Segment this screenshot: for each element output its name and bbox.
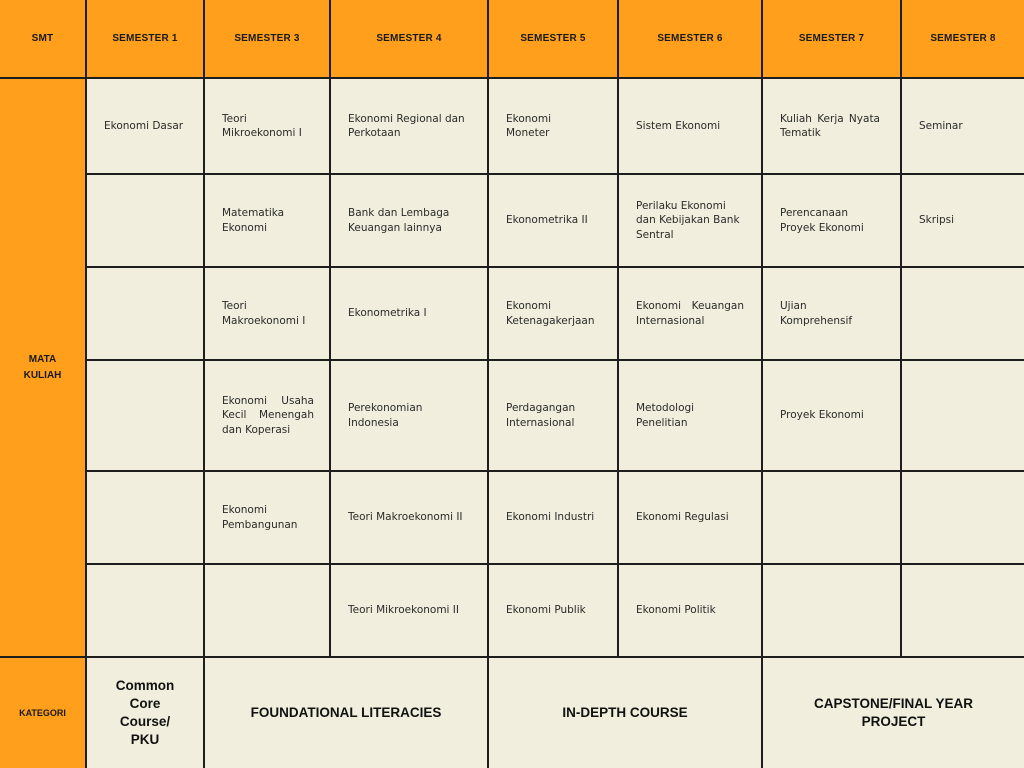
- course-name: Matematika Ekonomi: [222, 207, 285, 234]
- semester-header-label: SEMESTER 6: [657, 33, 723, 44]
- course-name: Ekonometrika II: [506, 214, 588, 227]
- course-name: Bank dan Lembaga Keuangan lainnya: [348, 207, 450, 234]
- course-name: Perencanaan Proyek Ekonomi: [780, 207, 864, 234]
- category-name: CAPSTONE/FINAL YEAR PROJECT: [813, 696, 974, 729]
- course-cell: [763, 79, 900, 173]
- mata-kuliah-label: MATA KULIAH: [23, 353, 62, 381]
- category-name: FOUNDATIONAL LITERACIES: [250, 705, 442, 720]
- course-cell: [489, 565, 617, 656]
- category-in-depth-course: [489, 658, 761, 768]
- course-name: Ekonomi Pembangunan: [222, 504, 298, 531]
- course-name: Ekonomi Regulasi: [636, 511, 729, 524]
- course-cell: [619, 565, 761, 656]
- course-cell: [331, 268, 487, 359]
- smt-header: [0, 0, 85, 77]
- semester-header-label: SEMESTER 7: [798, 33, 865, 44]
- course-name: Sistem Ekonomi: [636, 119, 721, 132]
- course-cell: [902, 268, 1024, 359]
- course-cell: [763, 472, 900, 563]
- course-cell: [87, 79, 203, 173]
- course-cell: [331, 361, 487, 470]
- course-name: Ekonometrika I: [348, 307, 427, 320]
- category-common-core: [87, 658, 203, 768]
- course-cell: [619, 361, 761, 470]
- semester-4-header: [331, 0, 487, 77]
- course-name: Perilaku Ekonomi dan Kebijakan Bank Sentral: [636, 199, 740, 241]
- semester-3-header: [205, 0, 329, 77]
- course-name: Teori Mikroekonomi II: [348, 604, 459, 617]
- course-cell: [619, 472, 761, 563]
- course-cell: [763, 361, 900, 470]
- course-cell: [619, 175, 761, 266]
- category-foundational-literacies: [205, 658, 487, 768]
- semester-header-label: SEMESTER 1: [112, 33, 178, 44]
- course-name: Ekonomi Politik: [636, 604, 716, 617]
- course-name: Metodologi Penelitian: [636, 402, 695, 429]
- course-cell: [489, 79, 617, 173]
- course-cell: [331, 565, 487, 656]
- course-name: Ekonomi Keuangan Internasional: [636, 300, 744, 327]
- mata-kuliah-label-cell: [0, 79, 85, 656]
- course-name: Ekonomi Dasar: [104, 119, 184, 132]
- semester-5-header: [489, 0, 617, 77]
- course-cell: [763, 565, 900, 656]
- course-cell: [489, 361, 617, 470]
- course-name: Kuliah Kerja Nyata Tematik: [780, 112, 880, 139]
- course-cell: [902, 79, 1024, 173]
- course-cell: [902, 565, 1024, 656]
- semester-6-header: [619, 0, 761, 77]
- course-name: Perekonomian Indonesia: [348, 402, 423, 429]
- course-cell: [902, 175, 1024, 266]
- course-cell: [87, 472, 203, 563]
- course-cell: [763, 268, 900, 359]
- course-cell: [205, 268, 329, 359]
- course-cell: [619, 268, 761, 359]
- course-cell: [205, 361, 329, 470]
- semester-8-header: [902, 0, 1024, 77]
- course-cell: [331, 175, 487, 266]
- course-name: Perdagangan Internasional: [506, 402, 576, 429]
- course-cell: [205, 472, 329, 563]
- course-name: Ekonomi Ketenagakerjaan: [506, 300, 595, 327]
- course-name: Teori Makroekonomi II: [348, 511, 463, 524]
- course-name: Ekonomi Publik: [506, 604, 586, 617]
- course-cell: [902, 472, 1024, 563]
- smt-header-label: SMT: [31, 33, 54, 44]
- semester-header-label: SEMESTER 3: [234, 33, 300, 44]
- semester-header-label: SEMESTER 8: [930, 33, 996, 44]
- category-name: Common Core Course/ PKU: [115, 678, 175, 747]
- kategori-label-cell: [0, 658, 85, 768]
- course-cell: [489, 472, 617, 563]
- semester-7-header: [763, 0, 900, 77]
- course-cell: [619, 79, 761, 173]
- course-cell: [763, 175, 900, 266]
- course-cell: [205, 175, 329, 266]
- course-cell: [205, 565, 329, 656]
- semester-header-label: SEMESTER 5: [520, 33, 586, 44]
- course-name: Skripsi: [919, 214, 955, 227]
- course-cell: [489, 175, 617, 266]
- kategori-label: KATEGORI: [19, 708, 66, 718]
- semester-1-header: [87, 0, 203, 77]
- course-cell: [87, 361, 203, 470]
- course-name: Ekonomi Usaha Kecil Menengah dan Koperasi: [222, 394, 314, 436]
- category-name: IN-DEPTH COURSE: [562, 705, 688, 720]
- course-name: Ekonomi Industri: [506, 511, 595, 524]
- course-name: Teori Mikroekonomi I: [222, 112, 302, 139]
- course-name: Ujian Komprehensif: [780, 300, 853, 327]
- course-name: Proyek Ekonomi: [780, 409, 864, 422]
- course-cell: [489, 268, 617, 359]
- course-cell: [902, 361, 1024, 470]
- course-name: Teori Makroekonomi I: [222, 300, 306, 327]
- course-name: Ekonomi Regional dan Perkotaan: [348, 112, 465, 139]
- course-cell: [331, 79, 487, 173]
- course-cell: [87, 565, 203, 656]
- course-name: Seminar: [919, 119, 963, 132]
- category-capstone: [763, 658, 1024, 768]
- course-name: Ekonomi Moneter: [506, 112, 551, 139]
- semester-header-label: SEMESTER 4: [376, 33, 442, 44]
- course-cell: [205, 79, 329, 173]
- course-cell: [87, 175, 203, 266]
- course-cell: [331, 472, 487, 563]
- course-cell: [87, 268, 203, 359]
